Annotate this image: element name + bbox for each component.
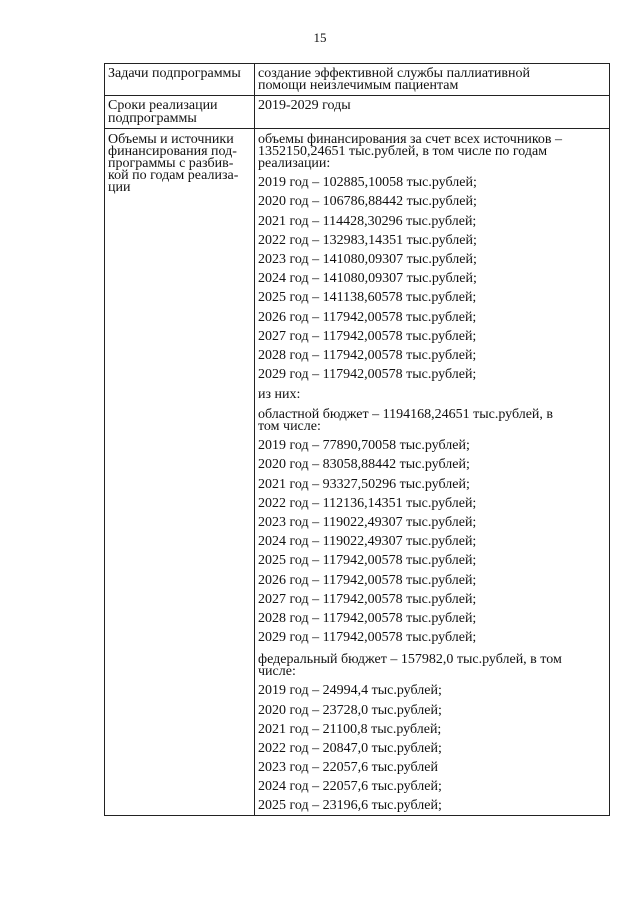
federal-year-line: 2025 год – 23196,6 тыс.рублей; <box>258 798 442 813</box>
regional-budget-line: том числе: <box>258 419 321 434</box>
regional-year-line: 2023 год – 119022,49307 тыс.рублей; <box>258 515 477 530</box>
federal-year-line: 2019 год – 24994,4 тыс.рублей; <box>258 683 442 698</box>
total-year-line: 2028 год – 117942,00578 тыс.рублей; <box>258 348 477 363</box>
table-border-bottom <box>104 815 609 816</box>
row-value-financing <box>258 134 606 814</box>
intro-line: 1352150,24651 тыс.рублей, в том числе по годам <box>258 144 548 159</box>
row-label-tasks: Задачи подпрограммы <box>108 66 241 81</box>
regional-year-line: 2020 год – 83058,88442 тыс.рублей; <box>258 457 470 472</box>
regional-year-line: 2022 год – 112136,14351 тыс.рублей; <box>258 496 477 511</box>
total-year-line: 2026 год – 117942,00578 тыс.рублей; <box>258 310 477 325</box>
total-year-line: 2029 год – 117942,00578 тыс.рублей; <box>258 367 477 382</box>
label-line: программы с разбив- <box>108 156 234 171</box>
federal-year-line: 2023 год – 22057,6 тыс.рублей <box>258 760 438 775</box>
intro-line: реализации: <box>258 156 331 171</box>
label-line: Объемы и источники <box>108 132 234 147</box>
table-border-right <box>609 63 610 816</box>
total-year-line: 2019 год – 102885,10058 тыс.рублей; <box>258 175 477 190</box>
regional-year-line: 2019 год – 77890,70058 тыс.рублей; <box>258 438 470 453</box>
regional-year-line: 2028 год – 117942,00578 тыс.рублей; <box>258 611 477 626</box>
regional-budget-line: областной бюджет – 1194168,24651 тыс.рублей, в <box>258 407 554 422</box>
regional-year-line: 2026 год – 117942,00578 тыс.рублей; <box>258 573 477 588</box>
total-year-line: 2020 год – 106786,88442 тыс.рублей; <box>258 194 477 209</box>
total-year-line: 2021 год – 114428,30296 тыс.рублей; <box>258 214 477 229</box>
intro-line: объемы финансирования за счет всех источников – <box>258 132 563 147</box>
label-line: ции <box>108 180 131 195</box>
federal-year-line: 2024 год – 22057,6 тыс.рублей; <box>258 779 442 794</box>
of-them-line: из них: <box>258 387 301 402</box>
total-year-line: 2022 год – 132983,14351 тыс.рублей; <box>258 233 477 248</box>
label-line: кой по годам реализа- <box>108 168 239 183</box>
label-line: подпрограммы <box>108 110 197 126</box>
value-line: создание эффективной службы паллиативной <box>258 66 530 81</box>
table-border-top <box>104 63 609 64</box>
table-row-divider <box>104 128 609 129</box>
table-column-divider <box>254 63 255 816</box>
total-year-line: 2027 год – 117942,00578 тыс.рублей; <box>258 329 477 344</box>
federal-year-line: 2021 год – 21100,8 тыс.рублей; <box>258 722 442 737</box>
federal-year-line: 2020 год – 23728,0 тыс.рублей; <box>258 703 442 718</box>
regional-year-line: 2027 год – 117942,00578 тыс.рублей; <box>258 592 477 607</box>
value-line: помощи неизлечимым пациентам <box>258 78 459 93</box>
label-line: Сроки реализации <box>108 98 218 113</box>
federal-budget-line: числе: <box>258 664 296 679</box>
row-label-financing <box>108 134 254 194</box>
row-value-period: 2019-2029 годы <box>258 98 351 113</box>
row-label-period <box>108 100 254 125</box>
total-year-line: 2025 год – 141138,60578 тыс.рублей; <box>258 290 477 305</box>
federal-budget-line: федеральный бюджет – 157982,0 тыс.рублей, в том <box>258 652 562 667</box>
total-year-line: 2023 год – 141080,09307 тыс.рублей; <box>258 252 477 267</box>
regional-year-line: 2024 год – 119022,49307 тыс.рублей; <box>258 534 477 549</box>
table-border-left <box>104 63 105 816</box>
total-year-line: 2024 год – 141080,09307 тыс.рублей; <box>258 271 477 286</box>
regional-year-line: 2021 год – 93327,50296 тыс.рублей; <box>258 477 470 492</box>
table-row-divider <box>104 95 609 96</box>
regional-year-line: 2025 год – 117942,00578 тыс.рублей; <box>258 553 477 568</box>
regional-year-line: 2029 год – 117942,00578 тыс.рублей; <box>258 630 477 645</box>
page-number: 15 <box>313 30 327 45</box>
label-line: финансирования под- <box>108 144 237 159</box>
federal-year-line: 2022 год – 20847,0 тыс.рублей; <box>258 741 442 756</box>
